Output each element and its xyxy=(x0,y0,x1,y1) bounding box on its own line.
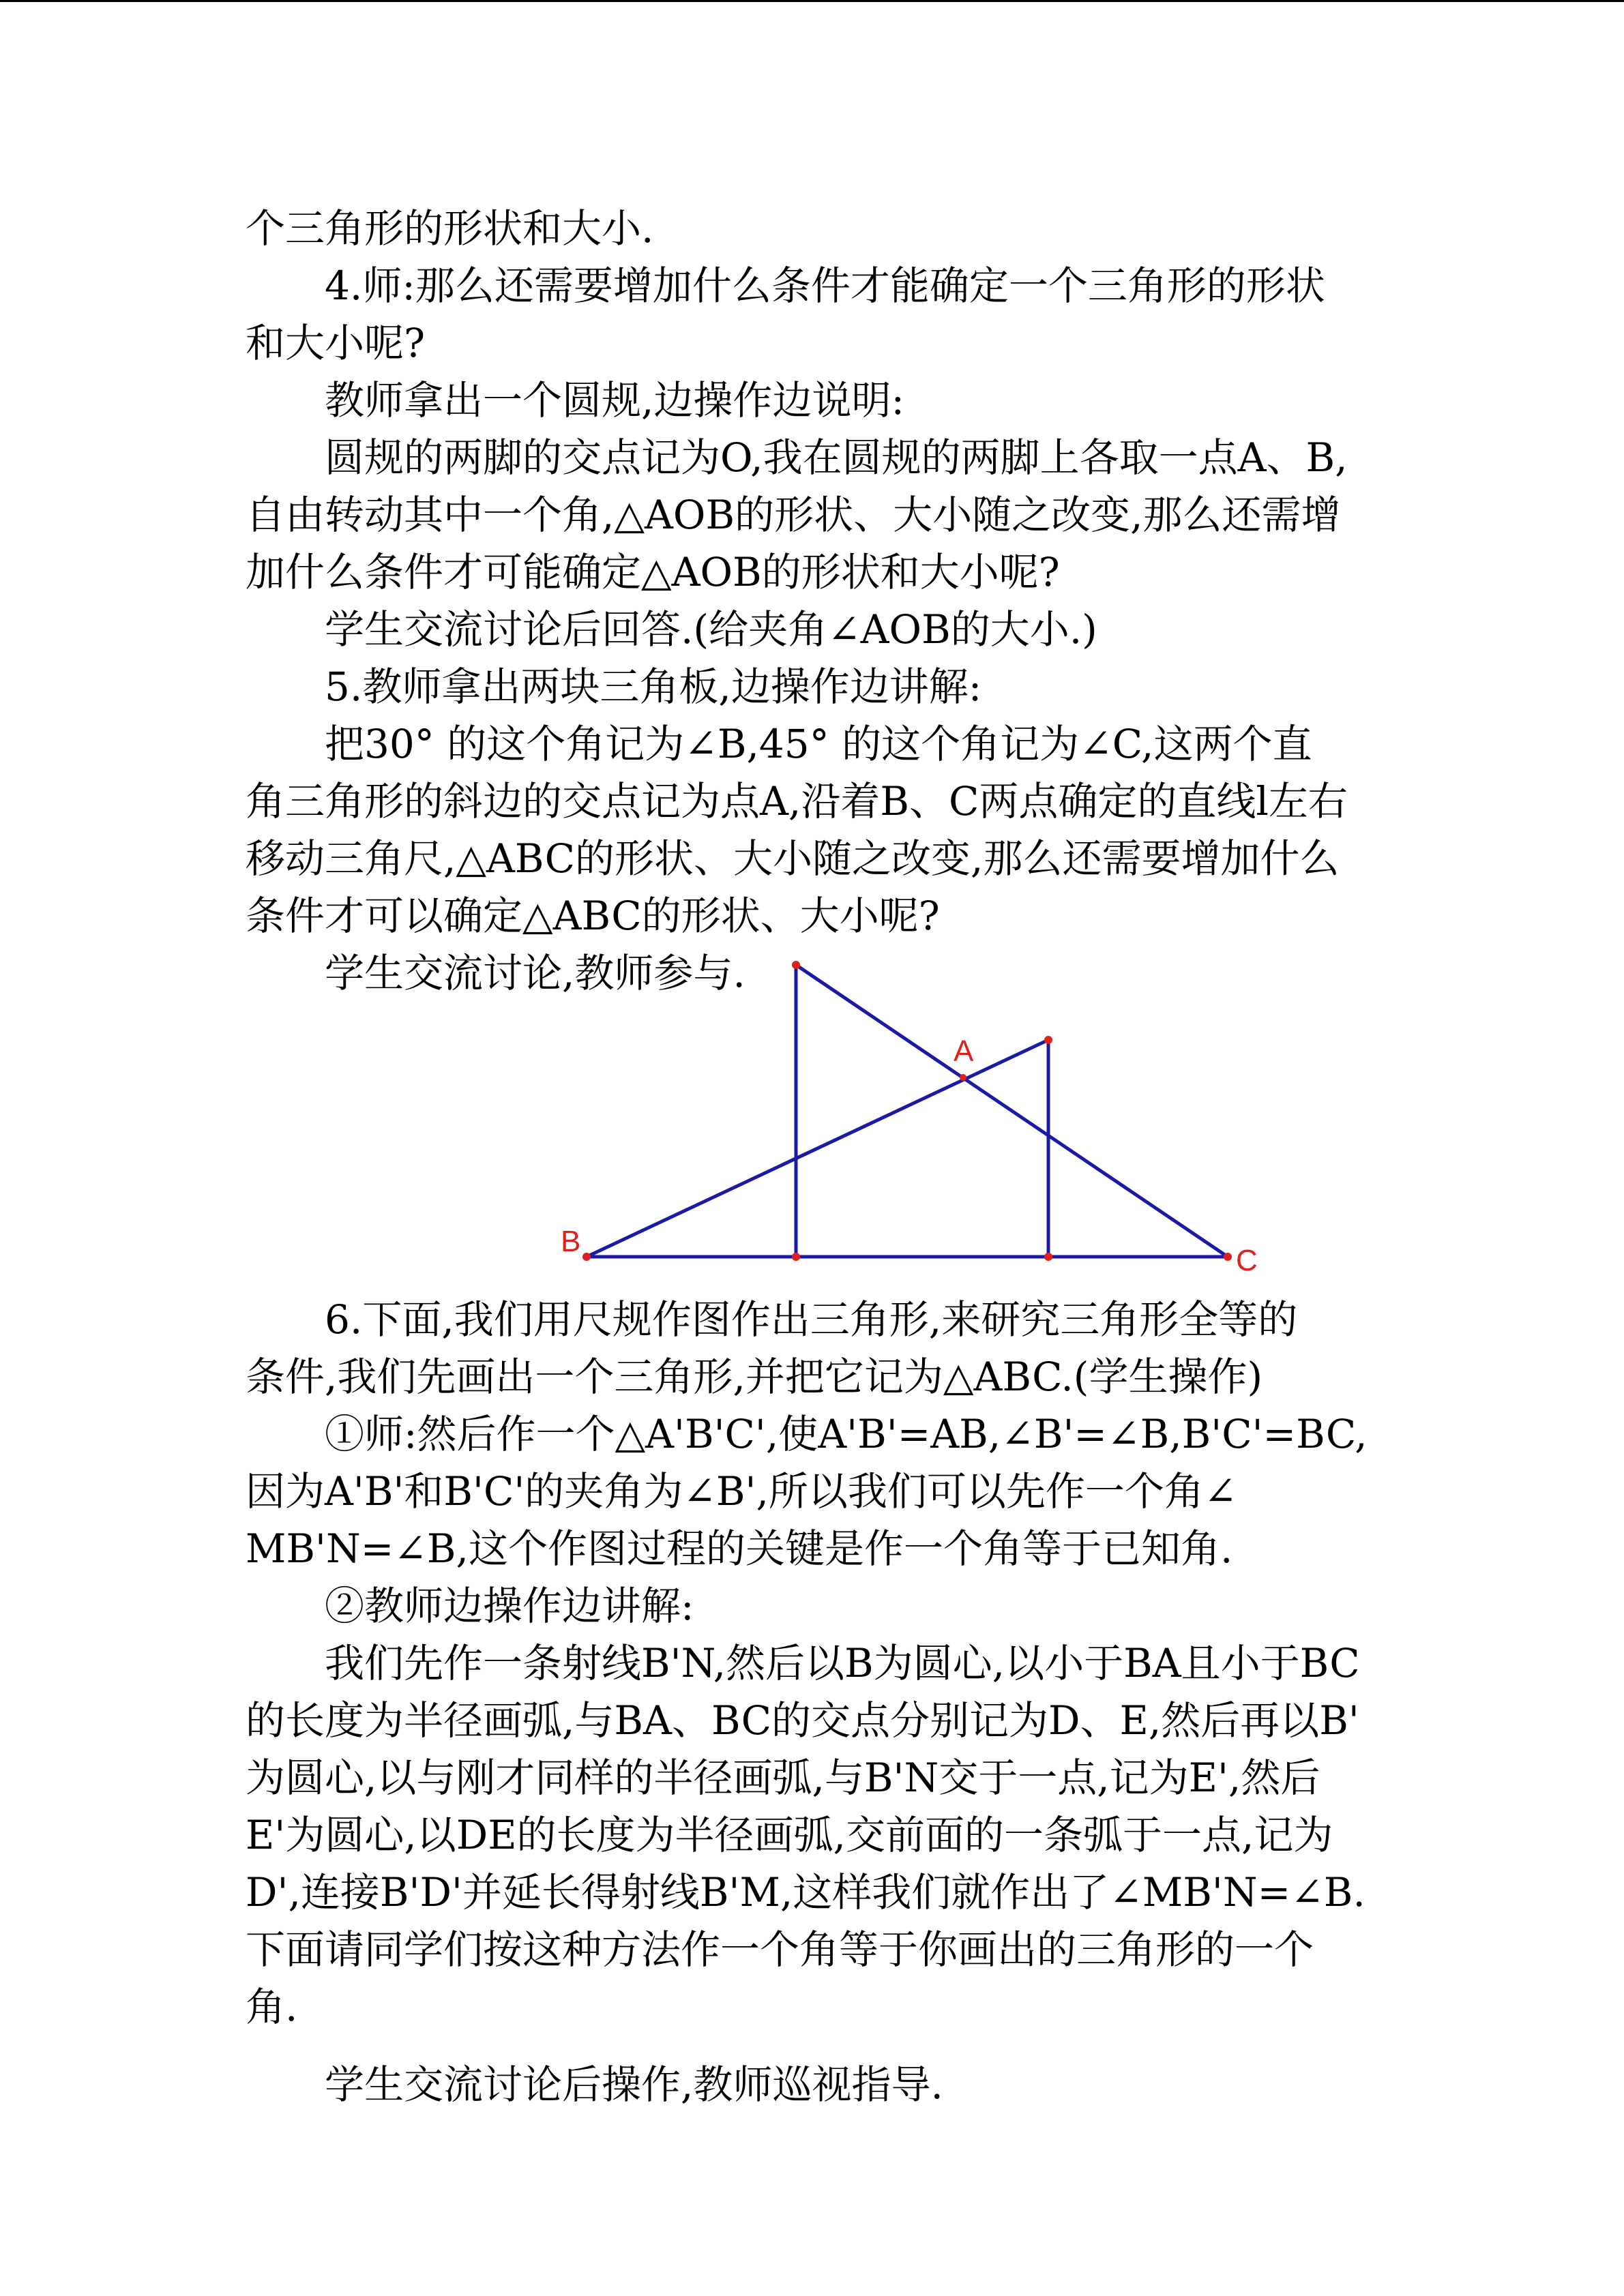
point-a xyxy=(960,1074,966,1081)
text-line: ①师:然后作一个△A'B'C',使A'B'=AB,∠B'=∠B,B'C'=BC, xyxy=(325,1411,1368,1457)
hypotenuse-to-c xyxy=(796,965,1228,1257)
figure-svg xyxy=(546,950,1296,1277)
text-line: 条件,我们先画出一个三角形,并把它记为△ABC.(学生操作) xyxy=(246,1354,1263,1400)
text-line: MB'N=∠B,这个作图过程的关键是作一个角等于已知角. xyxy=(246,1525,1233,1572)
point-foot-right xyxy=(1044,1253,1052,1261)
label-a: A xyxy=(954,1034,974,1068)
text-line: 把30° 的这个角记为∠B,45° 的这个角记为∠C,这两个直 xyxy=(325,721,1312,767)
text-line: D',连接B'D'并延长得射线B'M,这样我们就作出了∠MB'N=∠B. xyxy=(246,1869,1365,1915)
text-line: 教师拿出一个圆规,边操作边说明: xyxy=(325,377,904,423)
text-line: 角. xyxy=(246,1984,298,2030)
text-line: 个三角形的形状和大小. xyxy=(246,205,654,252)
text-line: 学生交流讨论,教师参与. xyxy=(325,950,745,996)
text-line: 4.师:那么还需要增加什么条件才能确定一个三角形的形状 xyxy=(325,263,1325,309)
figure-points xyxy=(582,961,1232,1261)
text-line: E'为圆心,以DE的长度为半径画弧,交前面的一条弧于一点,记为 xyxy=(246,1812,1333,1858)
text-line: 加什么条件才可能确定△AOB的形状和大小呢? xyxy=(246,549,1060,595)
text-line: 圆规的两脚的交点记为O,我在圆规的两脚上各取一点A、B, xyxy=(325,434,1348,481)
point-b xyxy=(582,1253,591,1261)
text-line: 条件才可以确定△ABC的形状、大小呢? xyxy=(246,893,940,939)
text-line: 自由转动其中一个角,△AOB的形状、大小随之改变,那么还需增 xyxy=(246,492,1341,538)
text-line: 6.下面,我们用尺规作图作出三角形,来研究三角形全等的 xyxy=(325,1296,1298,1343)
label-b: B xyxy=(561,1225,581,1258)
set-square-figure xyxy=(546,950,1296,1277)
point-top-right xyxy=(1044,1036,1052,1044)
point-top-left xyxy=(792,961,800,969)
text-line: 为圆心,以与刚才同样的半径画弧,与B'N交于一点,记为E',然后 xyxy=(246,1755,1320,1801)
text-line: 5.教师拿出两块三角板,边操作边讲解: xyxy=(325,664,982,710)
point-foot-left xyxy=(792,1253,800,1261)
text-line: 角三角形的斜边的交点记为点A,沿着B、C两点确定的直线l左右 xyxy=(246,778,1348,824)
text-line: 因为A'B'和B'C'的夹角为∠B',所以我们可以先作一个角∠ xyxy=(246,1468,1237,1515)
point-c xyxy=(1224,1253,1232,1261)
text-line: 下面请同学们按这种方法作一个角等于你画出的三角形的一个 xyxy=(246,1926,1314,1973)
text-line: 学生交流讨论后回答.(给夹角∠AOB的大小.) xyxy=(325,606,1097,653)
text-line: 我们先作一条射线B'N,然后以B为圆心,以小于BA且小于BC xyxy=(325,1640,1360,1686)
text-line: 学生交流讨论后操作,教师巡视指导. xyxy=(325,2061,943,2108)
hypotenuse-from-b xyxy=(587,1040,1048,1257)
text-line: 和大小呢? xyxy=(246,320,426,366)
label-c: C xyxy=(1236,1244,1258,1277)
text-line: 移动三角尺,△ABC的形状、大小随之改变,那么还需要增加什么 xyxy=(246,835,1340,882)
figure-lines xyxy=(587,965,1228,1257)
text-line: ②教师边操作边讲解: xyxy=(325,1583,694,1629)
text-line: 的长度为半径画弧,与BA、BC的交点分别记为D、E,然后再以B' xyxy=(246,1697,1359,1744)
